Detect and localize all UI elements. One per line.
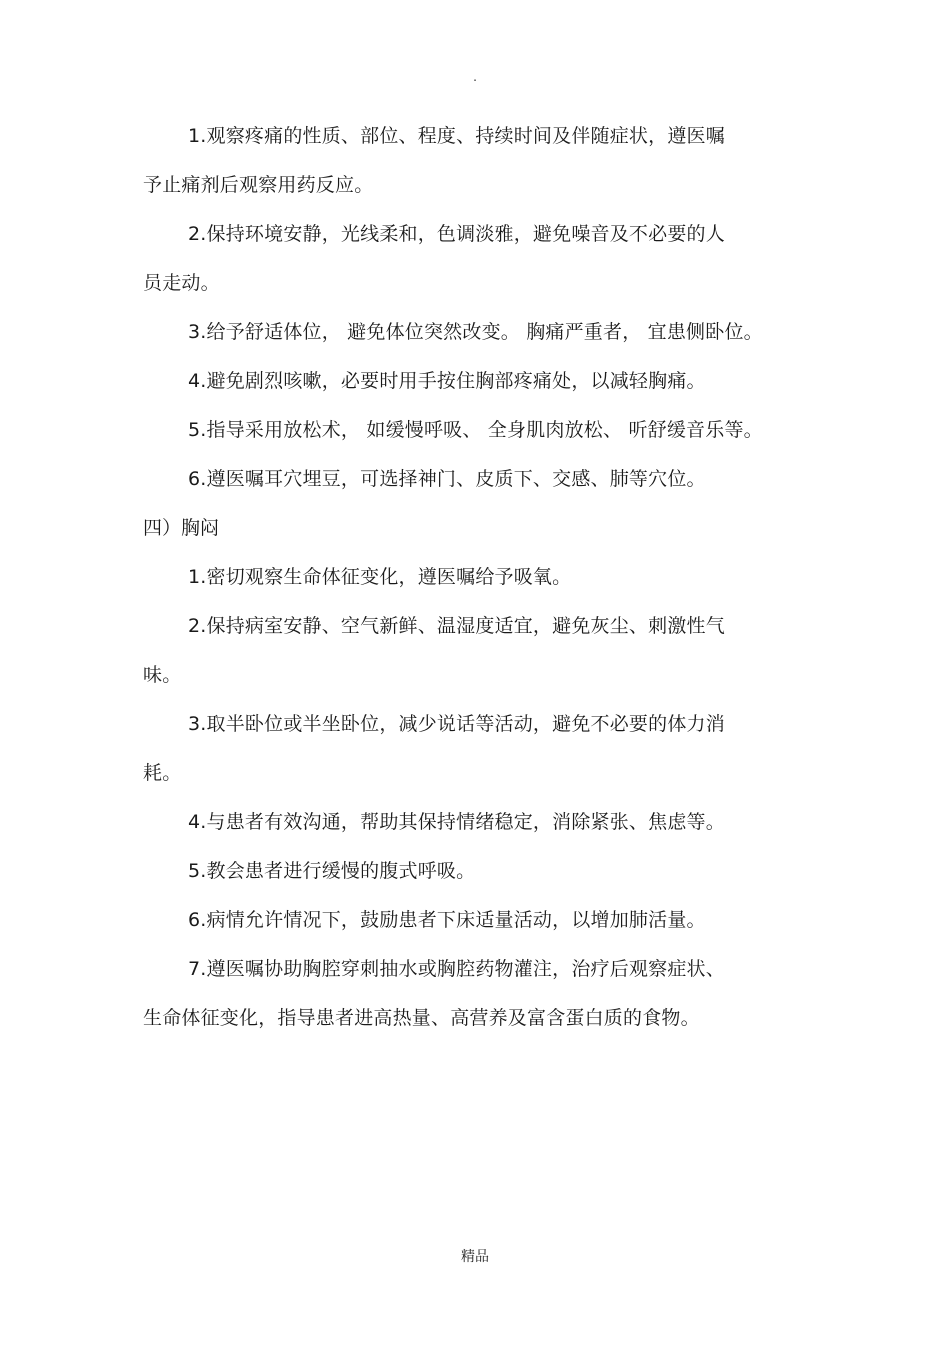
chest-item-1	[143, 553, 823, 602]
text-line: 1.密切观察生命体征变化，遵医嘱给予吸氧。	[188, 566, 572, 588]
text-line: 7.遵医嘱协助胸腔穿刺抽水或胸腔药物灌注，治疗后观察症状、	[188, 958, 725, 980]
text-line: 2.保持环境安静，光线柔和，色调淡雅，避免噪音及不必要的人	[188, 223, 725, 245]
text-line: 员走动。	[143, 272, 220, 294]
text-line: 予止痛剂后观察用药反应。	[143, 174, 374, 196]
chest-item-2	[143, 602, 823, 700]
chest-item-5	[143, 847, 823, 896]
text-line: 3.给予舒适体位， 避免体位突然改变。 胸痛严重者， 宜患侧卧位。	[188, 321, 763, 343]
pain-item-5	[143, 406, 823, 455]
text-line: 4.与患者有效沟通，帮助其保持情绪稳定，消除紧张、焦虑等。	[188, 811, 725, 833]
text-line: 5.指导采用放松术， 如缓慢呼吸、 全身肌肉放松、 听舒缓音乐等。	[188, 419, 763, 441]
section-heading-chest: 四）胸闷	[143, 517, 220, 539]
text-line: 6.病情允许情况下，鼓励患者下床适量活动，以增加肺活量。	[188, 909, 706, 931]
pain-item-2	[143, 210, 823, 308]
pain-item-6	[143, 455, 823, 504]
text-line: 6.遵医嘱耳穴埋豆，可选择神门、皮质下、交感、肺等穴位。	[188, 468, 706, 490]
text-line: 5.教会患者进行缓慢的腹式呼吸。	[188, 860, 476, 882]
footer-label: 精品	[461, 1249, 489, 1265]
text-line: 1.观察疼痛的性质、部位、程度、持续时间及伴随症状，遵医嘱	[188, 125, 725, 147]
document-body	[143, 112, 823, 1043]
text-line: 生命体征变化，指导患者进高热量、高营养及富含蛋白质的食物。	[143, 1007, 700, 1029]
text-line: 3.取半卧位或半坐卧位，减少说话等活动，避免不必要的体力消	[188, 713, 725, 735]
text-line: 味。	[143, 664, 182, 686]
pain-item-4	[143, 357, 823, 406]
pain-item-3	[143, 308, 823, 357]
chest-item-4	[143, 798, 823, 847]
chest-item-3	[143, 700, 823, 798]
text-line: 耗。	[143, 762, 182, 784]
text-line: 2.保持病室安静、空气新鲜、温湿度适宜，避免灰尘、刺激性气	[188, 615, 725, 637]
header-mark: .	[473, 70, 477, 84]
text-line: 4.避免剧烈咳嗽，必要时用手按住胸部疼痛处，以减轻胸痛。	[188, 370, 706, 392]
chest-item-7	[143, 945, 823, 1043]
chest-item-6	[143, 896, 823, 945]
pain-item-1	[143, 112, 823, 210]
